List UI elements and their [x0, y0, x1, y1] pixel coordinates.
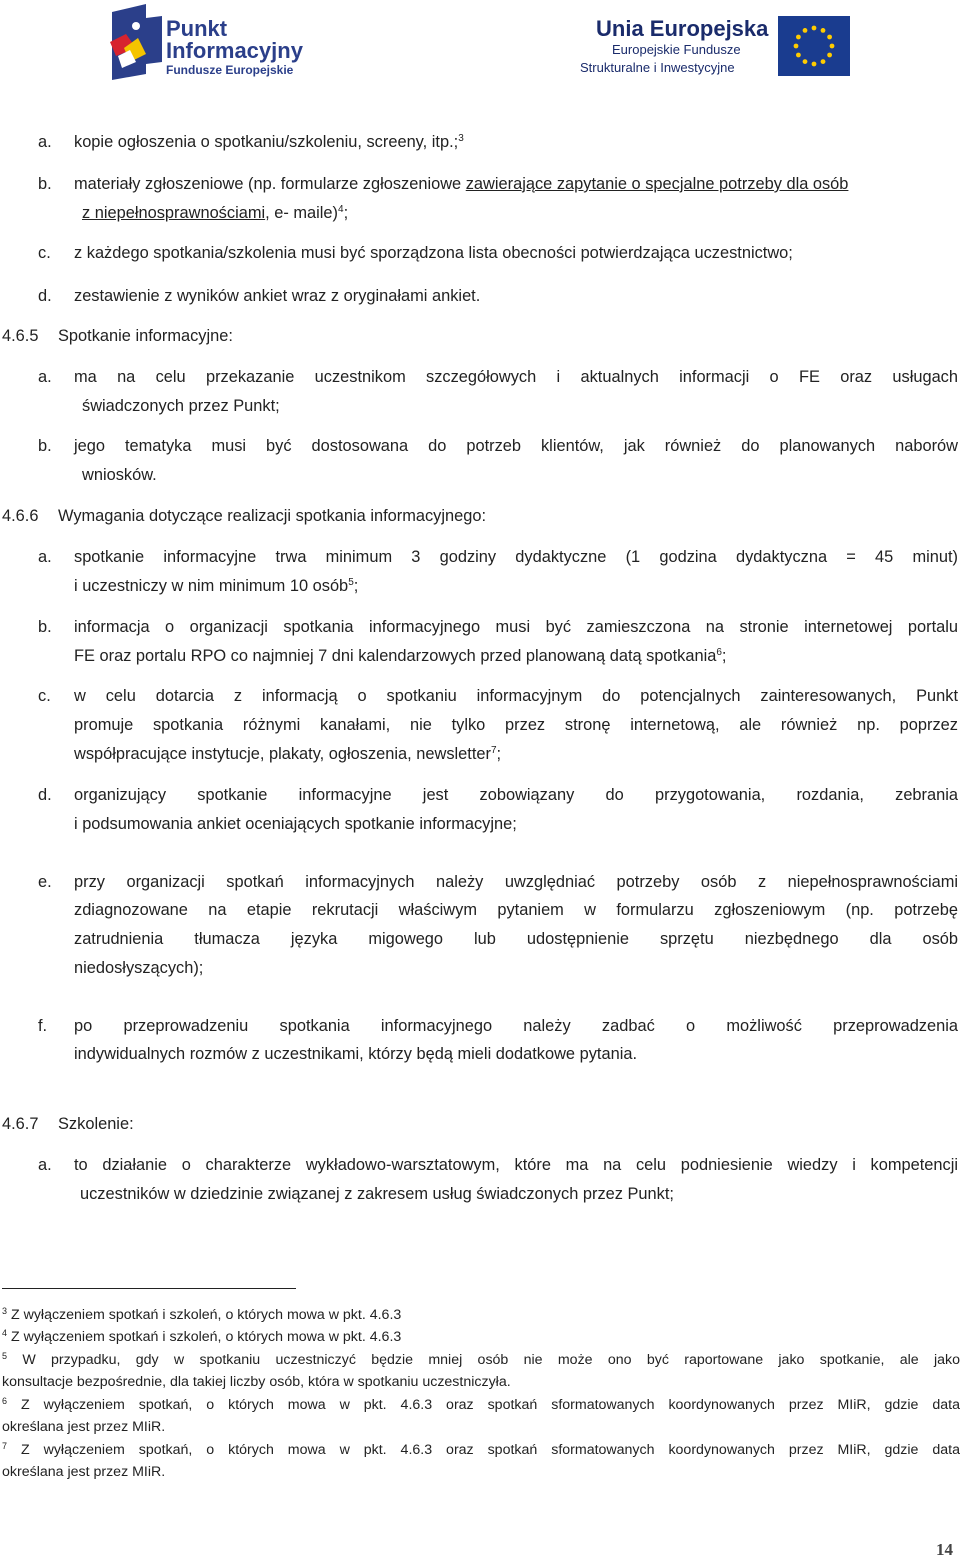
logo-text-line1: Punkt	[166, 16, 228, 41]
list-item-text: z każdego spotkania/szkolenia musi być sporządzona lista obecności potwierdzająca uczestnictwo;	[74, 244, 793, 262]
underlined-text: zawierające zapytanie o specjalne potrzeby dla osób	[465, 175, 849, 193]
list-label: a.	[38, 548, 52, 566]
list-item-text: spotkanie informacyjne trwa minimum 3 godziny dydaktyczne (1 godzina dydaktyczna = 45 minut)	[74, 548, 958, 566]
list-item-text: organizujący spotkanie informacyjne jest zobowiązany do przygotowania, rozdania, zebrania	[74, 786, 958, 804]
footnote-5	[2, 1349, 960, 1393]
list-item-text: indywidualnych rozmów z uczestnikami, którzy będą mieli dodatkowe pytania.	[74, 1045, 638, 1063]
list-label: f.	[38, 1017, 48, 1035]
list-item-text: FE oraz portalu RPO co najmniej 7 dni kalendarzowych przed planowaną datą spotkania	[74, 647, 717, 665]
footnote-separator	[2, 1288, 296, 1289]
footnote-number: 3	[2, 1306, 8, 1316]
list-item-text: niedosłyszących);	[74, 959, 204, 977]
punkt-informacyjny-logo	[106, 4, 306, 80]
footnote-4	[2, 1326, 960, 1348]
eu-flag-icon	[778, 16, 850, 76]
list-label: d.	[38, 287, 52, 305]
footnote-text: W przypadku, gdy w spotkaniu uczestniczyć będzie mniej osób nie może ono być raportowane jako spotkanie, ale jako	[22, 1352, 960, 1368]
footnote-text: określana jest przez MIiR.	[2, 1419, 166, 1435]
list-label: a.	[38, 368, 52, 386]
punkt-informacyjny-emblem-icon	[106, 4, 164, 80]
list-item-text: ma na celu przekazanie uczestnikom szczegółowych i aktualnych informacji o FE oraz usługach	[74, 368, 958, 386]
list-label: b.	[38, 175, 52, 193]
list-label: b.	[38, 437, 52, 455]
list-label: c.	[38, 244, 51, 262]
list-item-text: zestawienie z wyników ankiet wraz z oryginałami ankiet.	[74, 287, 481, 305]
list-item-text: promuje spotkania różnymi kanałami, nie tylko przez stronę internetową, ale również np. poprzez	[74, 716, 958, 734]
list-item-text: jego tematyka musi być dostosowana do potrzeb klientów, jak również do planowanych naborów	[74, 437, 958, 455]
logo-text-line3: Fundusze Europejskie	[166, 63, 294, 77]
footnote-7	[2, 1439, 960, 1483]
footnote-text: określana jest przez MIiR.	[2, 1464, 166, 1480]
page-number: 14	[936, 1540, 953, 1559]
footnote-ref[interactable]: 7	[490, 745, 497, 756]
list-item-text: to działanie o charakterze wykładowo-warsztatowym, które ma na celu podniesienie wiedzy i kompetencji	[74, 1156, 958, 1174]
list-item-text: uczestników w dziedzinie związanej z zakresem usług świadczonych przez Punkt;	[80, 1185, 674, 1203]
section-number: 4.6.5	[2, 327, 39, 345]
footnote-3	[2, 1304, 960, 1326]
footnote-number: 5	[2, 1351, 8, 1361]
footnote-number: 6	[2, 1396, 8, 1406]
unia-europejska-logo	[580, 12, 852, 78]
list-item-text: materiały zgłoszeniowe (np. formularze zgłoszeniowe	[74, 175, 466, 193]
section-heading-466	[2, 506, 486, 526]
ue-logo-line2: Europejskie Fundusze	[612, 42, 741, 57]
list-item-text: po przeprowadzeniu spotkania informacyjnego należy zadbać o możliwość przeprowadzenia	[74, 1017, 958, 1035]
footnote-ref[interactable]: 6	[716, 647, 722, 658]
list-label: b.	[38, 618, 52, 636]
list-item-text: zdiagnozowane na etapie rekrutacji właściwym pytaniem w formularzu zgłoszeniowym (np. potrzebę	[74, 901, 958, 919]
footnote-text: konsultacje bezpośrednie, dla takiej liczby osób, która w spotkaniu uczestniczyła.	[2, 1374, 511, 1390]
footnote-text: Z wyłączeniem spotkań i szkoleń, o których mowa w pkt. 4.6.3	[10, 1307, 402, 1323]
list-label: d.	[38, 786, 52, 804]
list-label: a.	[38, 133, 52, 151]
section-heading-465	[2, 326, 233, 346]
footnote-text: Z wyłączeniem spotkań, o których mowa w pkt. 4.6.3 oraz spotkań sformatowanych koordynowanych przez MIiR, gdzie data	[20, 1397, 960, 1413]
list-label: e.	[38, 873, 52, 891]
section-title: Szkolenie:	[58, 1115, 134, 1133]
footnote-6	[2, 1394, 960, 1438]
section-number: 4.6.6	[2, 507, 39, 525]
ue-logo-line1: Unia Europejska	[596, 16, 769, 41]
list-item-text: zatrudnienia tłumacza języka migowego lub udostępnienie sprzętu niezbędnego dla osób	[74, 930, 958, 948]
list-item-text: przy organizacji spotkań informacyjnych należy uwzględniać potrzeby osób z niepełnosprawnościami	[74, 873, 958, 891]
list-item-text: wniosków.	[82, 466, 157, 484]
section-number: 4.6.7	[2, 1115, 39, 1133]
footnote-number: 7	[2, 1441, 8, 1451]
list-item-text: i podsumowania ankiet oceniających spotkanie informacyjne;	[74, 815, 517, 833]
list-label: a.	[38, 1156, 52, 1174]
list-item-text: i uczestniczy w nim minimum 10 osób	[74, 577, 349, 595]
list-item-text: kopie ogłoszenia o spotkaniu/szkoleniu, screeny, itp.;	[74, 133, 459, 151]
list-label: c.	[38, 687, 51, 705]
section-heading-467	[2, 1114, 134, 1134]
footnote-text: Z wyłączeniem spotkań, o których mowa w pkt. 4.6.3 oraz spotkań sformatowanych koordynowanych przez MIiR, gdzie data	[20, 1442, 960, 1458]
underlined-text: z niepełnosprawnościami	[82, 204, 266, 222]
section-title: Wymagania dotyczące realizacji spotkania informacyjnego:	[58, 507, 487, 525]
footnote-text: Z wyłączeniem spotkań i szkoleń, o których mowa w pkt. 4.6.3	[10, 1329, 402, 1345]
ue-logo-line3: Strukturalne i Inwestycyjne	[580, 60, 735, 75]
footnote-ref[interactable]: 4	[338, 204, 344, 215]
footnote-ref[interactable]: 5	[348, 577, 354, 588]
logo-text-line2: Informacyjny	[166, 38, 303, 63]
list-item-text: informacja o organizacji spotkania informacyjnego musi być zamieszczona na stronie internetowej portalu	[74, 618, 958, 636]
list-item-text: współpracujące instytucje, plakaty, ogłoszenia, newsletter	[74, 745, 491, 763]
footnote-ref[interactable]: 3	[458, 133, 464, 144]
section-title: Spotkanie informacyjne:	[58, 327, 233, 345]
list-item-text: w celu dotarcia z informacją o spotkaniu informacyjnym do potencjalnych zainteresowanych, Punkt	[74, 687, 958, 705]
footnote-number: 4	[2, 1328, 8, 1338]
list-item-text: świadczonych przez Punkt;	[82, 397, 280, 415]
